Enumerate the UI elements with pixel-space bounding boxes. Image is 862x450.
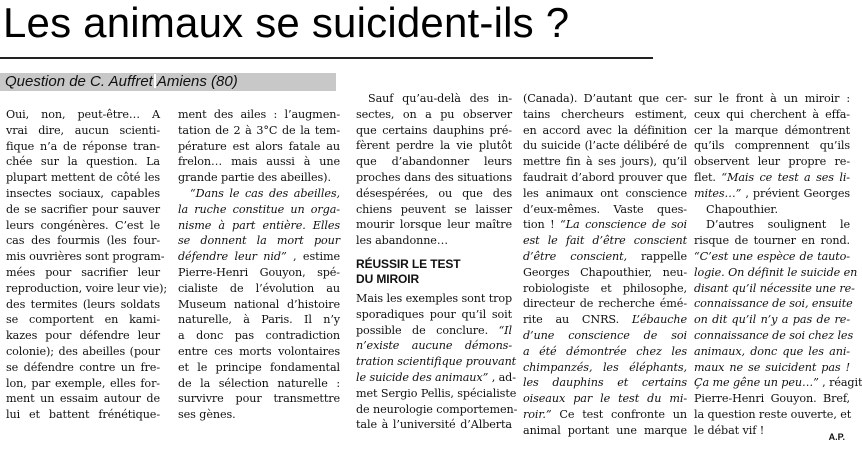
text-line: n’existe aucune démons- [356,339,512,353]
subhead-line: DU MIROIR [356,271,420,286]
text-fragment: flet. [694,170,716,184]
text-line: mis ouvrières sont program- [6,250,165,264]
text-fragment: rappelle [641,249,687,263]
text-line: nisme à part entière. Elles [178,218,340,232]
text-line: Oui, non, peut-être… A [6,108,160,121]
text-line: naturelle, à Paris. Il n’y [178,313,340,327]
text-line: tration scientifique prouvant [356,355,517,369]
text-line [694,170,850,186]
subhead-line: RÉUSSIR LE TEST [356,256,461,271]
text-line: faudrait d’abord prouver que [523,170,687,184]
text-line: a donc pas contradiction [178,329,340,343]
text-line: des termites (leurs soldats [6,297,160,311]
text-line: robiologiste et philosophe, [523,281,687,295]
text-line: plupart mettent de côté les [6,171,160,185]
text-line: se défendre contre un fre- [6,360,160,374]
text-line: mettre fin à ses jours), qu’il [523,155,687,169]
text-line [694,186,850,202]
text-line: le débat vif ! [694,423,765,437]
quote-fragment: d’être conscient, [523,249,627,263]
text-line: désespérées, ou que des [356,186,512,200]
text-line: chiens peuvent se laisser [356,202,512,216]
quote-fragment: “Mais ce test a ses li- [721,170,850,184]
text-line: Pierre-Henri Gouyon, spé- [178,265,340,279]
text-line: directeur de recherche émé- [523,297,687,311]
text-line: se comportent en kami- [6,313,160,327]
text-line: “C’est une espèce de tauto- [694,249,850,263]
text-line: mées pour sacrifier leur [6,265,160,279]
text-line: les dauphins et certains [523,376,687,390]
text-line: fique n’a de réponse tran- [6,139,160,153]
text-fragment: , prévient Georges [745,186,850,200]
text-line: cialiste de l’évolution au [178,281,340,295]
author-signature: A.P. [828,432,845,442]
text-line: proches dans des situations [356,170,512,184]
text-line: de se sacrifier pour sauver [6,202,160,216]
text-line: risque de tourner en rond. [694,234,850,248]
text-line: frelon… mais aussi à une [178,155,340,169]
text-line: Pierre-Henri Gouyon. Bref, [694,392,850,406]
text-fragment: , réagit [822,376,862,390]
text-line: Museum national d’histoire [178,297,340,311]
text-line [523,407,687,423]
title-underline [0,57,653,59]
text-line: du suicide (l’acte délibéré de [523,139,687,153]
section-subhead [356,257,512,287]
text-line: reproduction, voire leur vie); [6,281,168,295]
column-5 [694,91,862,439]
text-line: lui et battent frénétique- [6,408,160,422]
text-line: survivre pour transmettre [178,392,340,406]
text-line: on dit qu’il n’y a pas de re- [694,313,850,327]
text-line: maux ne se suicident pas ! [694,360,850,374]
text-line [356,370,516,386]
text-line: que certains dauphins pré- [356,123,512,137]
quote-fragment: L’ébauche [631,313,687,327]
text-line: d’une conscience de soi [523,328,687,342]
text-line [356,323,512,339]
quote-fragment: le suicide des animaux” [356,370,489,384]
text-line: leurs congénères. C’est le [6,218,160,232]
column-2 [178,107,340,423]
column-1 [6,107,168,423]
text-line: ses gènes. [178,408,236,422]
text-line: ceux qui cherchent à effa- [694,107,850,121]
text-line: tation de 2 à 3°C de la tem- [178,123,340,137]
text-fragment: , estime [293,250,340,264]
text-line: lon, par exemple, elles for- [6,376,160,390]
text-line: vrai dire, aucun scienti- [6,123,160,137]
text-line [523,249,687,265]
question-credit [5,73,238,91]
text-line: qu’ils comprennent qu’ils [694,139,850,153]
text-line [178,249,340,265]
text-line: et le principe fondamental [178,360,340,374]
text-line: connaissance de soi, ensuite [694,297,853,311]
quote-fragment: défendre leur nid” [178,250,287,264]
text-line: insectes sociaux, capables [6,186,160,200]
text-line: sporadiques pour qu’il soit [356,307,512,321]
text-line: colonie); des abeilles (pour [6,344,160,358]
text-line: ment des ailes : l’augmen- [178,108,340,121]
column-4 [523,91,687,439]
text-line [523,217,687,233]
text-line: D’autres soulignent le [706,218,850,232]
text-line: la ruche constitue un orga- [178,202,340,216]
text-line: animaux, donc que les ani- [694,344,850,358]
text-line [694,375,862,391]
text-line: tains chercheurs estiment, [523,107,687,121]
question-separator [154,74,156,88]
text-line: a été démontrée chez les [523,344,687,358]
text-fragment: rite au CNRS. [523,313,620,327]
text-line: mourir lorsque leur maître [356,218,512,232]
text-line: chimpanzés, les éléphants, [523,360,687,374]
text-line: connaissance de soi chez les [694,328,854,342]
text-line: disant qu’il nécessite une re- [694,281,855,295]
text-line: sectes, on a pu observer [356,107,512,121]
text-line: se donnent la mort pour [178,234,340,248]
text-fragment: Ce test confronte un [559,407,687,421]
text-line: sur le front à un miroir : [694,92,850,105]
text-line: en accord avec la définition [523,123,687,137]
text-line: les abandonne… [356,234,448,248]
article-title: Les animaux se suicident-ils ? [3,0,570,46]
text-line: kazes pour défendre leur [6,329,160,343]
text-line: cas des fourmis (les four- [6,234,160,248]
text-fragment: , ad- [491,370,516,384]
text-line: est le fait d’être conscient [523,234,687,248]
text-line: Sauf qu’au-delà des in- [368,92,512,105]
question-label: Question de C. Auffret [5,73,153,90]
text-line: cer la marque démontrent [694,123,850,137]
text-line: entre ces morts volontaires [178,344,340,358]
text-line: de neurologie comportemen- [356,402,518,416]
quote-fragment: “Il [498,323,512,337]
text-line: Chapouthier. [706,202,778,216]
text-line: fèrent perdre la vie plutôt [356,139,512,153]
text-line: logie. On définit le suicide en [694,265,858,279]
text-fragment: possible de conclure. [356,323,489,337]
text-line: met Sergio Pellis, spécialiste [356,386,517,400]
text-line: les animaux ont conscience [523,186,687,200]
question-location: Amiens (80) [156,73,238,90]
quote-fragment: roir.” [523,407,552,421]
text-line: la question reste ouverte, et [694,407,852,421]
text-fragment: tion ! [523,218,555,232]
quote-fragment: mites…” [694,186,742,200]
text-line [523,312,687,328]
text-line: de la sélection naturelle : [178,376,340,390]
quote-fragment: “La conscience de soi [560,218,688,232]
text-line: observent leur propre re- [694,155,850,169]
text-line: grande partie des abeilles). [178,171,331,185]
text-line: Georges Chapouthier, neu- [523,265,687,279]
text-line: que d’abandonner leurs [356,155,512,169]
text-line: tale à l’université d’Alberta [356,418,512,432]
text-line: chée sur la question. La [6,155,160,169]
text-line: ment un essaim autour de [6,392,160,406]
quote-fragment: Ça me gêne un peu…” [694,376,819,390]
text-line: (Canada). D’autant que cer- [523,92,687,105]
column-3 [356,91,518,433]
text-line: Mais les exemples sont trop [356,291,513,305]
text-line: “Dans le cas des abeilles, [190,186,340,200]
text-line: pérature est alors fatale au [178,139,340,153]
text-line: animal portant une marque [523,423,687,437]
text-line: oiseaux par le test du mi- [523,392,687,406]
text-line: d’eux-mêmes. Vaste ques- [523,202,687,216]
